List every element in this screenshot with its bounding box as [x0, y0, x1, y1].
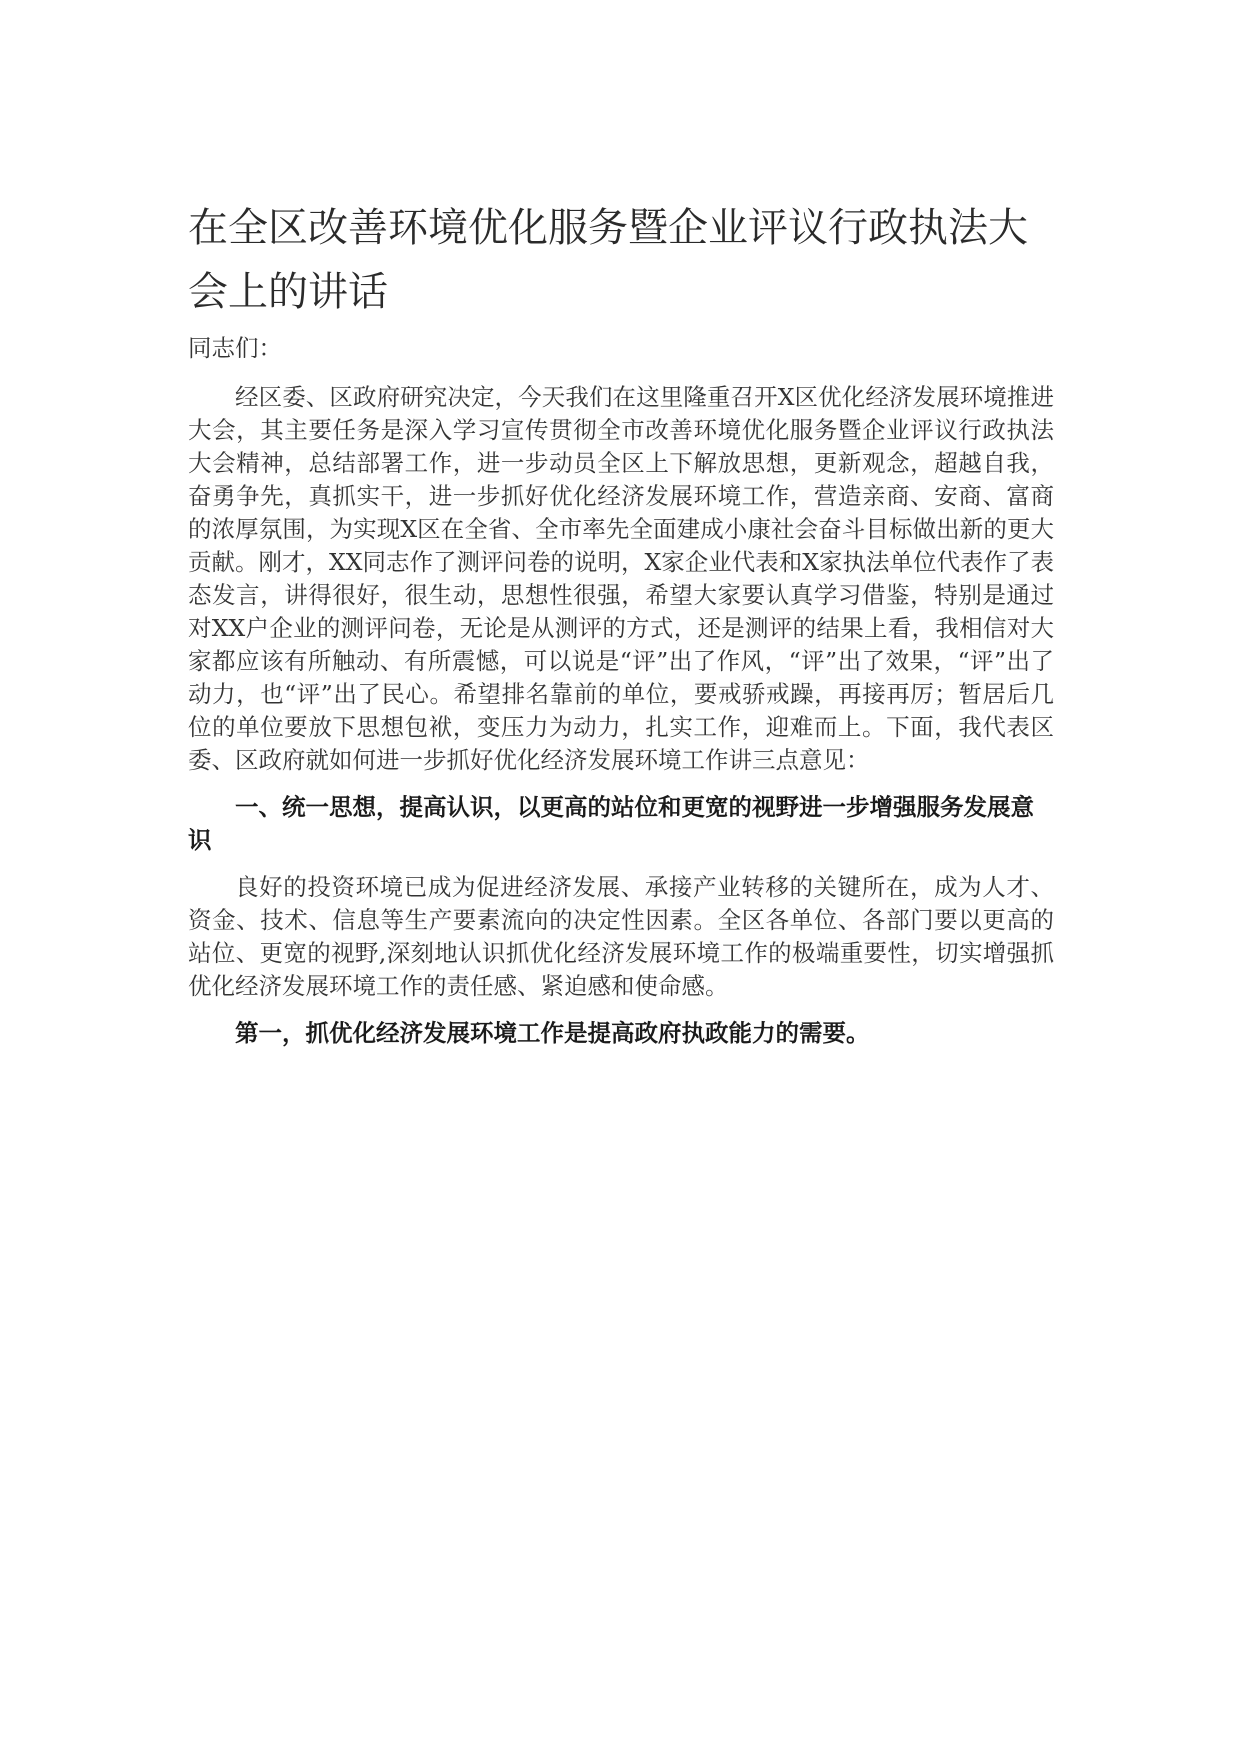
section-heading-1: 一、统一思想，提高认识，以更高的站位和更宽的视野进一步增强服务发展意识 — [188, 793, 1034, 854]
salutation: 同志们： — [188, 334, 282, 362]
document-title: 在全区改善环境优化服务暨企业评议行政执法大会上的讲话 — [188, 205, 1028, 315]
sub-heading-first: 第一，抓优化经济发展环境工作是提高政府执政能力的需要。 — [235, 1019, 870, 1047]
paragraph-intro: 经区委、区政府研究决定，今天我们在这里隆重召开X区优化经济发展环境推进大会，其主要任务是深入学习宣传贯彻全市改善环境优化服务暨企业评议行政执法大会精神，总结部署工作，进一步动员全区上下解放思想，更新观念，超越自我，奋勇争先，真抓实干，进一步抓好优化经济发展环境工作，营造亲商、安商、富商的浓厚氛围，为实现X区在全省、全市率先全面建成小康社会奋斗目标做出新的更大贡献。刚才，XX同志作了测评问卷的说明，X家企业代表和X家执法单位代表作了表态发言，讲得很好，很生动，思想性很强，希望大家要认真学习借鉴，特别是通过对XX户企业的测评问卷，无论是从测评的方式，还是测评的结果上看，我相信对大家都应该有所触动、有所震憾，可以说是“评”出了作风，“评”出了效果，“评”出了动力，也“评”出了民心。希望排名靠前的单位，要戒骄戒躁，再接再厉；暂居后几位的单位要放下思想包袱，变压力为动力，扎实工作，迎难而上。下面，我代表区委、区政府就如何进一步抓好优化经济发展环境工作讲三点意见： — [188, 383, 1054, 774]
document-body — [188, 196, 1054, 1050]
paragraph-environment: 良好的投资环境已成为促进经济发展、承接产业转移的关键所在，成为人才、资金、技术、信息等生产要素流向的决定性因素。全区各单位、各部门要以更高的站位、更宽的视野,深刻地认识抓优化经济发展环境工作的极端重要性，切实增强抓优化经济发展环境工作的责任感、紧迫感和使命感。 — [188, 873, 1054, 1000]
